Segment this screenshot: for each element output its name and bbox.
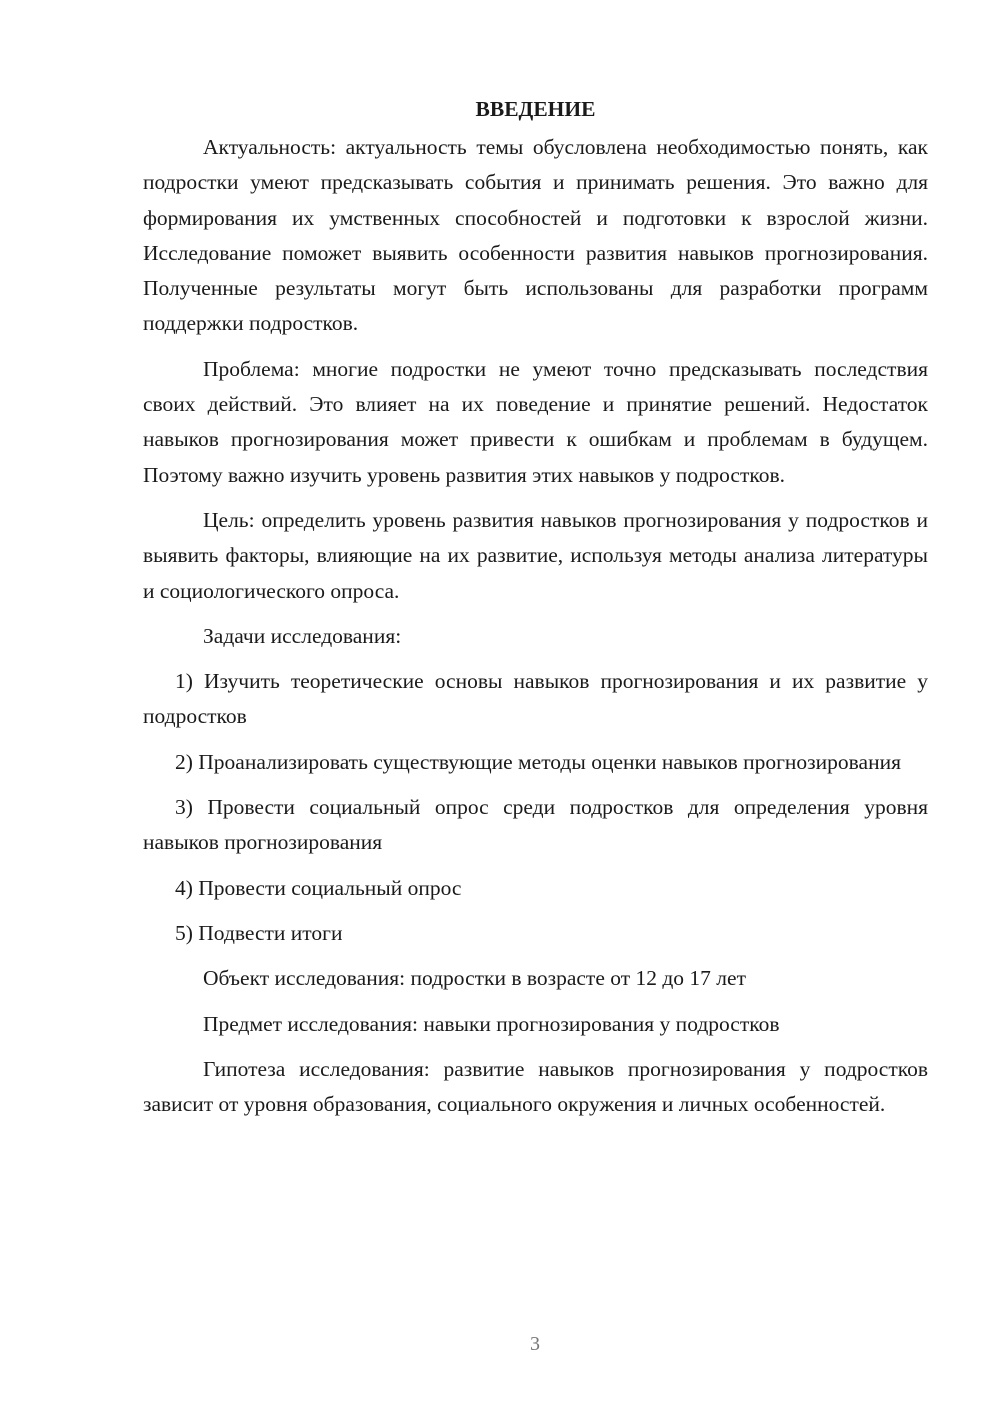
problem-paragraph: Проблема: многие подростки не умеют точно предсказывать последствия своих действий. Это влияет на их поведение и принятие решений. Недостаток навыков прогнозирования может привести к ошибкам и проблемам в будущем. Поэтому важно изучить уровень развития этих навыков у подростков. bbox=[143, 356, 928, 487]
hypothesis-paragraph: Гипотеза исследования: развитие навыков прогнозирования у подростков зависит от уровня образования, социального окружения и личных особенностей. bbox=[143, 1056, 928, 1117]
task-item-5: 5) Подвести итоги bbox=[175, 920, 343, 945]
relevance-paragraph: Актуальность: актуальность темы обусловлена необходимостью понять, как подростки умеют предсказывать события и принимать решения. Это важно для формирования их умственных способностей и подготовки к взрослой жизни. Исследование поможет выявить особенности развития навыков прогнозирования. Полученные результаты могут быть использованы для разработки программ поддержки подростков. bbox=[143, 135, 928, 336]
task-item-1: 1) Изучить теоретические основы навыков прогнозирования и их развитие у подростков bbox=[143, 669, 928, 729]
task-item-2: 2) Проанализировать существующие методы оценки навыков прогнозирования bbox=[175, 749, 901, 774]
page-number: 3 bbox=[530, 1333, 540, 1355]
document-page bbox=[143, 92, 928, 1122]
goal-paragraph: Цель: определить уровень развития навыков прогнозирования у подростков и выявить факторы, влияющие на их развитие, используя методы анализа литературы и социологического опроса. bbox=[143, 507, 928, 603]
tasks-title: Задачи исследования: bbox=[203, 623, 402, 648]
object-paragraph: Объект исследования: подростки в возрасте от 12 до 17 лет bbox=[203, 966, 746, 991]
section-heading: ВВЕДЕНИЕ bbox=[475, 97, 596, 121]
subject-paragraph: Предмет исследования: навыки прогнозирования у подростков bbox=[203, 1011, 780, 1036]
task-item-4: 4) Провести социальный опрос bbox=[175, 875, 462, 900]
task-item-3: 3) Провести социальный опрос среди подростков для определения уровня навыков прогнозирования bbox=[143, 795, 928, 855]
